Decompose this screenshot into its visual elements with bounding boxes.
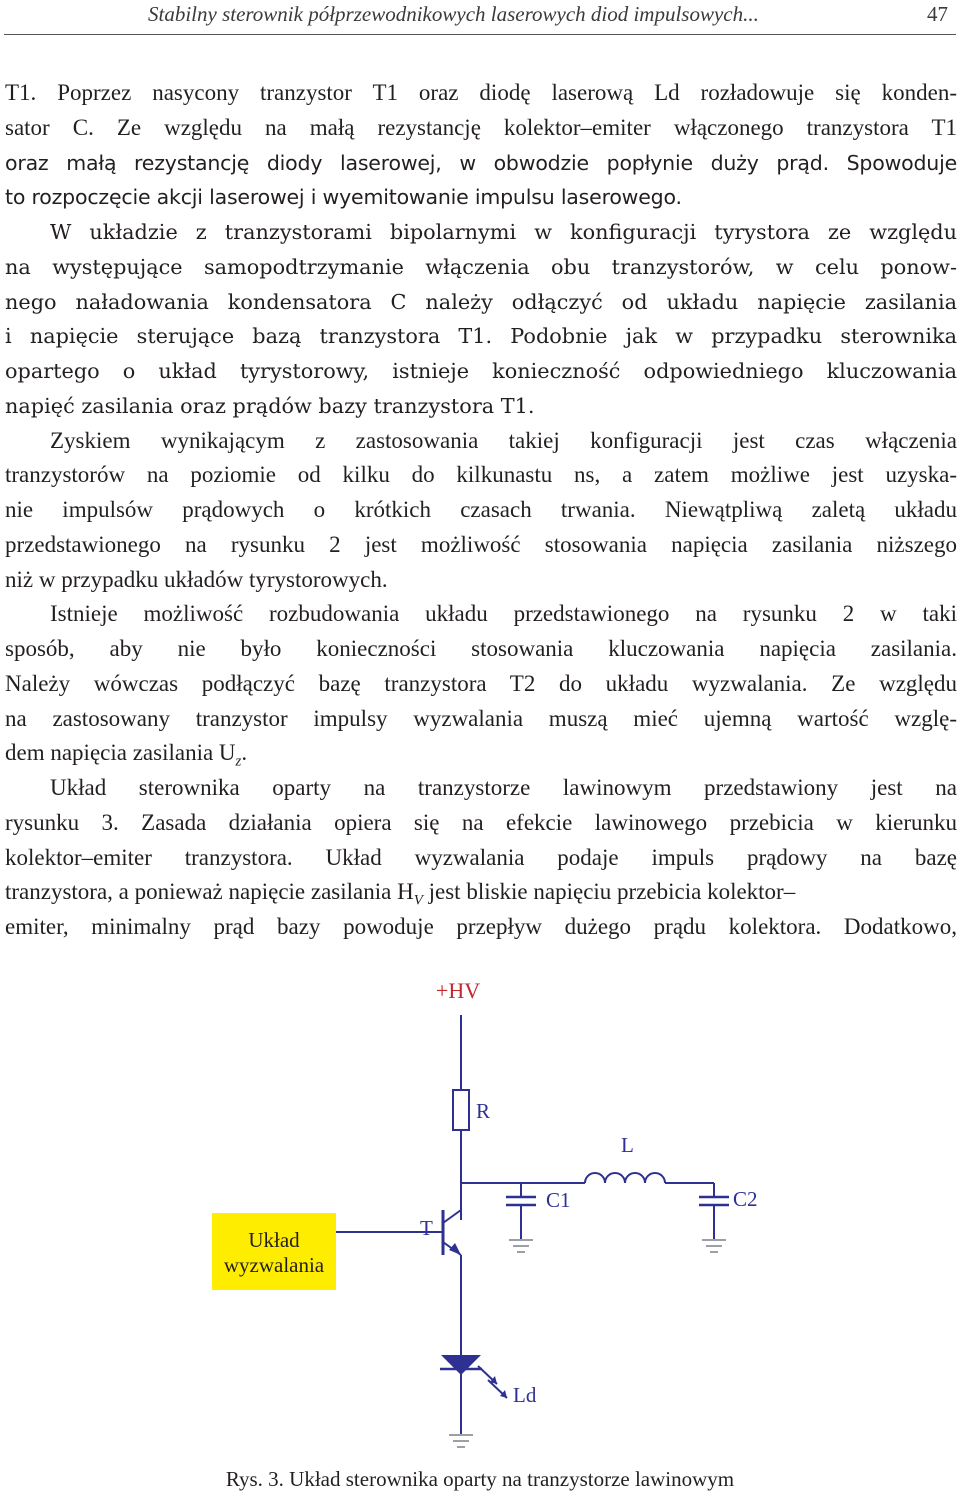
text-line: nie impulsów prądowych o krótkich czasach trwania. Niewątpliwą zaletą układu	[5, 497, 957, 522]
text-line: to rozpoczęcie akcji laserowej i wyemitowanie impulsu laserowego.	[5, 185, 682, 210]
ground-icon	[449, 1435, 473, 1447]
text-line: tranzystorów na poziomie od kilku do kilkunastu ns, a zatem możliwe jest uzyska-	[5, 462, 957, 488]
text-line: W układzie z tranzystorami bipolarnymi w konfiguracji tyrystora ze względu	[50, 220, 957, 244]
trigger-box-label: wyzwalania	[223, 1253, 325, 1277]
text-line: nego naładowania kondensatora C należy odłączyć od układu napięcie zasilania	[5, 289, 957, 314]
text-line: kolektor–emiter tranzystora. Układ wyzwalania podaje impuls prądowy na bazę	[5, 844, 957, 870]
text-line	[5, 736, 957, 771]
text-line: na zastosowany tranzystor impulsy wyzwalania muszą mieć ujemną wartość wzglę-	[5, 705, 957, 731]
header-rule	[4, 34, 956, 35]
transistor-label: T	[420, 1216, 433, 1240]
resistor-label: R	[476, 1099, 491, 1123]
text-line: rysunku 3. Zasada działania opiera się na efekcie lawinowego przebicia w kierunku	[5, 809, 957, 835]
page-number: 47	[927, 2, 948, 26]
resistor-symbol	[453, 1090, 469, 1130]
text-line: Układ sterownika oparty na tranzystorze lawinowym przedstawiony jest na	[50, 775, 957, 800]
body-text	[5, 76, 957, 945]
text-fragment: jest bliskie napięciu przebicia kolektor–	[422, 879, 796, 905]
transistor-emitter-arrow	[449, 1243, 461, 1255]
running-title: Stabilny sterownik półprzewodnikowych laserowych diod impulsowych...	[148, 2, 759, 26]
text-line: niż w przypadku układów tyrystorowych.	[5, 566, 388, 592]
text-fragment: tranzystora, a ponieważ napięcie zasilania H	[5, 879, 414, 905]
capacitor1-label: C1	[546, 1188, 571, 1212]
subscript: V	[413, 892, 423, 909]
supply-label: +HV	[435, 978, 481, 1003]
text-fragment: .	[241, 740, 248, 766]
trigger-box-label: Układ	[248, 1228, 300, 1252]
laser-diode-symbol	[441, 1355, 481, 1375]
text-line: oraz małą rezystancję diody laserowej, w obwodzie popłynie duży prąd. Spowoduje	[5, 150, 957, 175]
inductor-symbol	[585, 1173, 665, 1183]
text-line: sator C. Ze względu na małą rezystancję kolektor–emiter włączonego tranzystora T1	[5, 114, 957, 140]
laser-diode-label: Ld	[513, 1383, 537, 1407]
text-line: Istnieje możliwość rozbudowania układu przedstawionego na rysunku 2 w taki	[50, 601, 957, 627]
circuit-diagram	[0, 970, 960, 1499]
ground-icon	[509, 1240, 533, 1252]
text-line: opartego o układ tyrystorowy, istnieje konieczność odpowiedniego kluczowania	[5, 359, 957, 383]
figure-caption: Rys. 3. Układ sterownika oparty na tranzystorze lawinowym	[225, 1467, 735, 1491]
text-line: na występujące samopodtrzymanie włączenia obu tranzystorów, w celu ponow-	[5, 254, 957, 279]
text-line: emiter, minimalny prąd bazy powoduje przepływ dużego prądu kolektora. Dodatkowo,	[5, 914, 957, 939]
inductor-label: L	[621, 1133, 634, 1157]
text-line: Zyskiem wynikającym z zastosowania takiej konfiguracji jest czas włączenia	[50, 427, 957, 453]
subscript: z	[235, 753, 242, 770]
text-line: Należy wówczas podłączyć bazę tranzystora T2 do układu wyzwalania. Ze względu	[5, 670, 957, 696]
text-fragment: dem napięcia zasilania U	[5, 740, 236, 766]
text-line: T1. Poprzez nasycony tranzystor T1 oraz diodę laserową Ld rozładowuje się konden-	[5, 80, 957, 105]
capacitor2-label: C2	[733, 1187, 758, 1211]
text-line: sposób, aby nie było konieczności stosowania kluczowania napięcia zasilania.	[5, 636, 957, 661]
ground-icon	[702, 1240, 726, 1252]
text-line: napięć zasilania oraz prądów bazy tranzystora T1.	[5, 393, 535, 418]
text-line: przedstawionego na rysunku 2 jest możliwość stosowania napięcia zasilania niższego	[5, 531, 957, 557]
running-header	[0, 0, 960, 32]
text-line: i napięcie sterujące bazą tranzystora T1. Podobnie jak w przypadku sterownika	[5, 324, 957, 349]
text-line	[5, 875, 957, 910]
